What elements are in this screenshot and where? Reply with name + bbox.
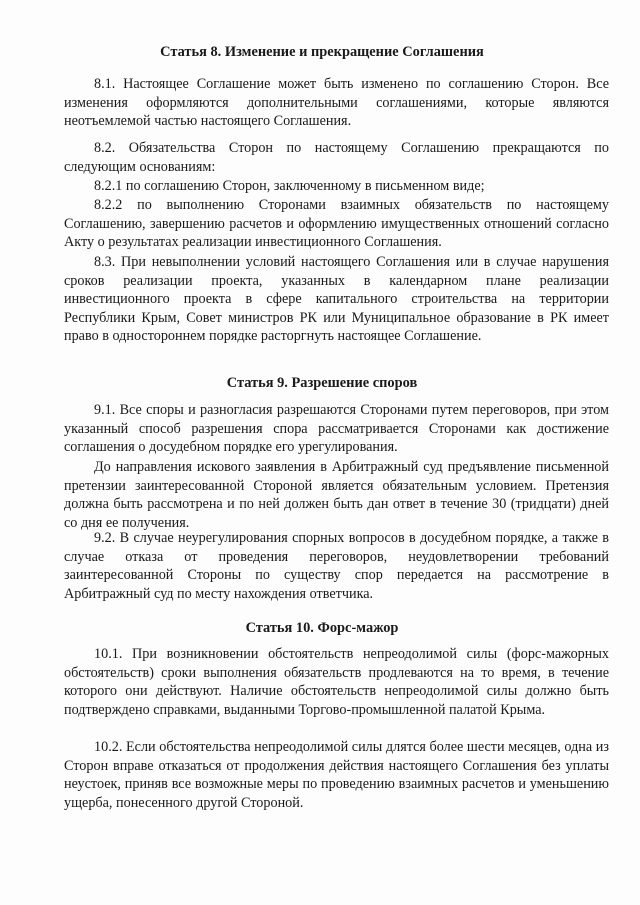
article-9-heading: Статья 9. Разрешение споров (226, 375, 418, 391)
clause-10-1: 10.1. При возникновении обстоятельств непреодолимой силы (форс-мажорных обстоятельств) сроки выполнения обязательств продлеваются на то время, в течение которого они действуют. Наличие обстоятельств непреодолимой силы должно быть подтверждено справками, выданными Торгово-промышленной палатой Крыма. (64, 646, 609, 718)
article-10-heading: Статья 10. Форс-мажор (245, 620, 399, 636)
clause-9-2: 9.2. В случае неурегулирования спорных вопросов в досудебном порядке, а также в случае отказа от проведения переговоров, неудовлетворении требований заинтересованной Стороны по существу спор передается на рассмотрение в Арбитражный суд по месту нахождения ответчика. (64, 530, 609, 602)
clause-8-3: 8.3. При невыполнении условий настоящего Соглашения или в случае нарушения сроков реализации проекта, указанных в календарном плане реализации инвестиционного проекта в сфере капитального строительства на территории Республики Крым, Совет министров РК или Муниципальное образование в РК имеет право в одностороннем порядке расторгнуть настоящее Соглашение. (64, 254, 609, 345)
clause-9-1: 9.1. Все споры и разногласия разрешаются Сторонами путем переговоров, при этом указанный способ разрешения спора рассматривается Сторонами как достижение соглашения о досудебном порядке его урегулирования. (64, 402, 609, 456)
clause-8-2-2: 8.2.2 по выполнению Сторонами взаимных обязательств по настоящему Соглашению, завершению расчетов и оформлению имущественных отношений согласно Акту о результатах реализации инвестиционного Соглашения. (64, 197, 609, 251)
clause-10-2: 10.2. Если обстоятельства непреодолимой силы длятся более шести месяцев, одна из Сторон вправе отказаться от продолжения действия настоящего Соглашения без уплаты неустоек, приняв все возможные меры по проведению взаимных расчетов и уменьшению ущерба, понесенного другой Стороной. (64, 739, 609, 811)
clause-8-2-1: 8.2.1 по соглашению Сторон, заключенному в письменном виде; (94, 178, 485, 194)
clause-9-1-claim: До направления искового заявления в Арбитражный суд предъявление письменной претензии заинтересованной Стороной является обязательным условием. Претензия должна быть рассмотрена и по ней должен быть дан ответ в течение 30 (тридцати) дней со дня ее получения. (64, 459, 609, 531)
article-8-heading: Статья 8. Изменение и прекращение Соглашения (160, 44, 484, 60)
clause-8-1: 8.1. Настоящее Соглашение может быть изменено по соглашению Сторон. Все изменения оформляются дополнительными соглашениями, которые являются неотъемлемой частью настоящего Соглашения. (64, 76, 609, 130)
clause-8-2: 8.2. Обязательства Сторон по настоящему Соглашению прекращаются по следующим основаниям: (64, 140, 609, 175)
